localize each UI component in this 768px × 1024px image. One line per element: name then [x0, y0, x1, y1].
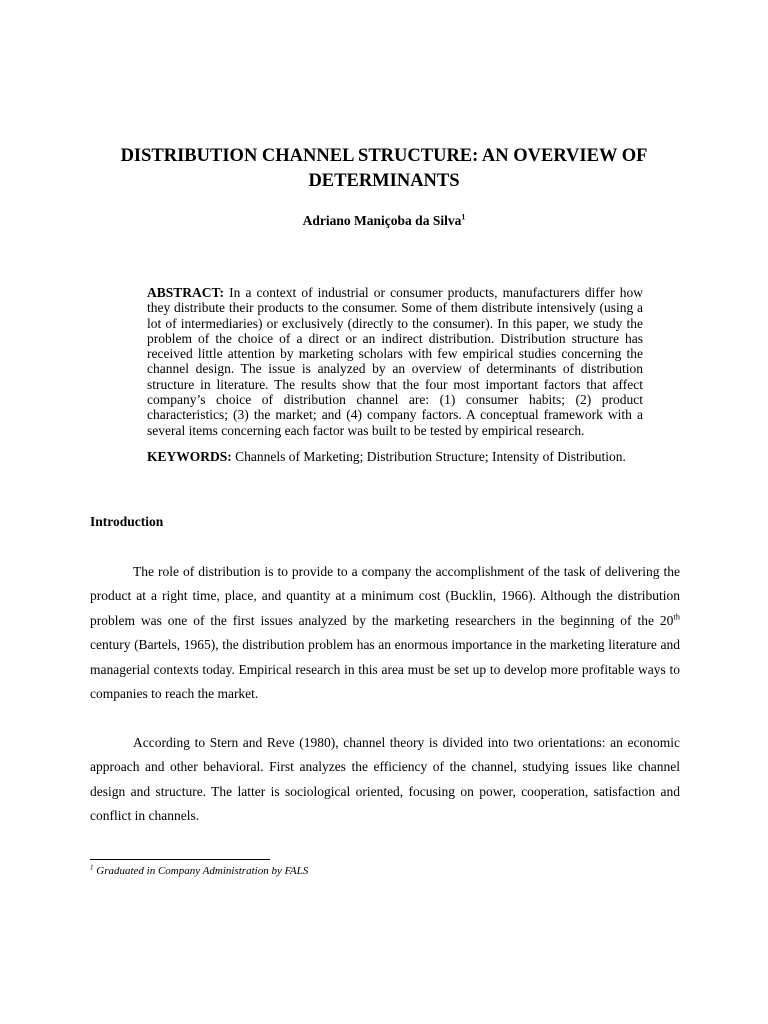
- paper-title: DISTRIBUTION CHANNEL STRUCTURE: AN OVERVIEW OF DETERMINANTS: [120, 146, 648, 191]
- footnote-text: Graduated in Company Administration by FALS: [96, 865, 309, 877]
- author-footnote-mark: 1: [461, 212, 466, 222]
- footnote-mark: 1: [90, 863, 94, 872]
- abstract-label: ABSTRACT:: [147, 285, 225, 300]
- keywords-text: Channels of Marketing; Distribution Structure; Intensity of Distribution.: [235, 449, 626, 464]
- abstract-text: In a context of industrial or consumer products, manufacturers differ how they distribute their products to the consumer. Some of them distribute intensively (using a lot of intermediaries) or exclusively (directly to the consumer). In this paper, we study the problem of the choice of a direct or an indirect distribution. Distribution structure has received little attention by marketing scholars with few empirical studies concerning the channel design. The issue is analyzed by an overview of determinants of distribution structure in literature. The results show that the four most important factors that affect company’s choice of distribution channel are: (1) consumer habits; (2) product characteristics; (3) the market; and (4) company factors. A conceptual framework with a several items concerning each factor was built to be tested by empirical research.: [147, 285, 643, 438]
- section-heading-introduction: Introduction: [90, 514, 164, 529]
- keywords-label: KEYWORDS:: [147, 449, 232, 464]
- introduction-paragraph-2: According to Stern and Reve (1980), channel theory is divided into two orientations: an economic approach and other behavioral. First analyzes the efficiency of the channel, studying issues like channel design and structure. The latter is sociological oriented, focusing on power, cooperation, satisfaction and conflict in channels.: [90, 735, 680, 824]
- footnote: [90, 864, 308, 878]
- author-line: [60, 212, 708, 230]
- author-name: Adriano Maniçoba da Silva: [302, 213, 462, 228]
- paragraph-1-text-end: century (Bartels, 1965), the distribution problem has an enormous importance in the marketing literature and managerial contexts today. Empirical research in this area must be set up to develop more profitable ways to companies to reach the market.: [90, 637, 680, 702]
- ordinal-superscript: th: [673, 611, 680, 622]
- abstract: [147, 285, 643, 438]
- keywords: [147, 449, 647, 465]
- paragraph-1-text-start: The role of distribution is to provide to a company the accomplishment of the task of delivering the product at a right time, place, and quantity at a minimum cost (Bucklin, 1966). Although the distribution problem was one of the first issues analyzed by the marketing researchers in the beginning of the 20: [90, 564, 680, 628]
- footnote-divider: [90, 859, 270, 860]
- introduction-paragraph-1: [90, 560, 680, 706]
